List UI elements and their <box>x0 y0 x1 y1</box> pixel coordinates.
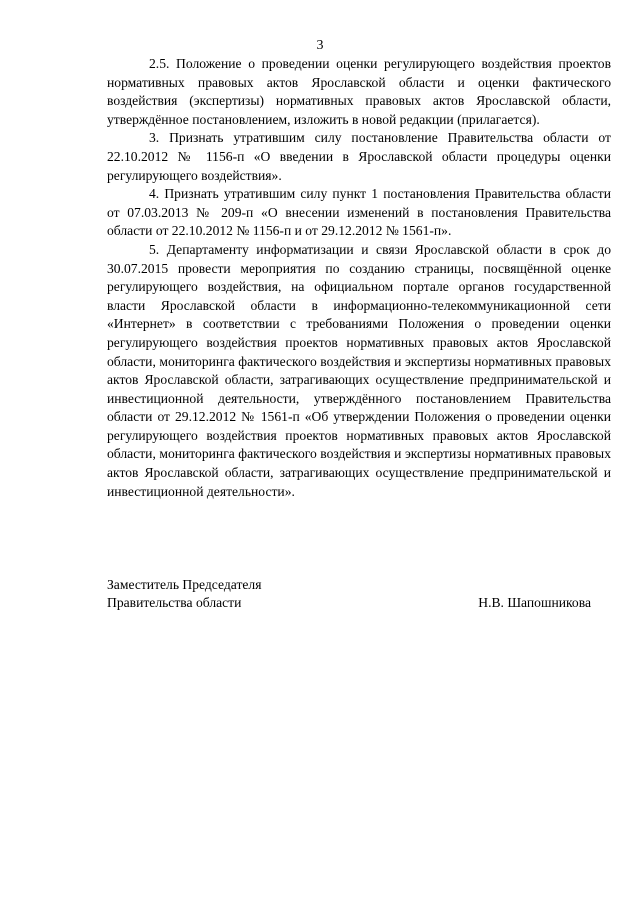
paragraph-3: 3. Признать утратившим силу постановление Правительства области от 22.10.2012 № 1156-п «О введении в Ярославской области процедуры оценки регулирующего воздействия». <box>107 130 611 183</box>
signatory-name: Н.В. Шапошникова <box>478 594 591 610</box>
signature-row <box>107 594 591 612</box>
paragraph-5: 5. Департаменту информатизации и связи Ярославской области в срок до 30.07.2015 провести мероприятия по созданию страницы, посвящённой оценке регулирующего воздействия, на официальном портале органов государственной власти Ярославской области в информационно-телекоммуникационной сети «Интернет» в соответствии с требованиями Положения о проведении оценки регулирующего воздействия проектов нормативных правовых актов Ярославской области, мониторинга фактического воздействия и экспертизы нормативных правовых актов Ярославской области, затрагивающих осуществление предпринимательской и инвестиционной деятельности, утверждённого постановлением Правительства области от 29.12.2012 № 1561-п «Об утверждении Положения о проведении оценки регулирующего воздействия проектов нормативных правовых актов Ярославской области, мониторинга фактического воздействия и экспертизы нормативных правовых актов Ярославской области, затрагивающих осуществление предпринимательской и инвестиционной деятельности». <box>107 241 611 499</box>
page-number: 3 <box>316 38 324 53</box>
document-body <box>107 55 611 501</box>
paragraph-4: 4. Признать утратившим силу пункт 1 постановления Правительства области от 07.03.2013 № 209-п «О внесении изменений в постановления Правительства области от 22.10.2012 № 1156-п и от 29.12.2012 № 1561-п». <box>107 186 611 239</box>
paragraph-2-5: 2.5. Положение о проведении оценки регулирующего воздействия проектов нормативных правовых актов Ярославской области и оценки фактического воздействия (экспертизы) нормативных правовых актов Ярославской области, утверждённое постановлением, изложить в новой редакции (прилагается). <box>107 56 611 127</box>
signatory-position-line-1: Заместитель Председателя <box>107 577 262 592</box>
signature-block <box>107 576 591 611</box>
signatory-position-line-2: Правительства области <box>107 594 242 610</box>
